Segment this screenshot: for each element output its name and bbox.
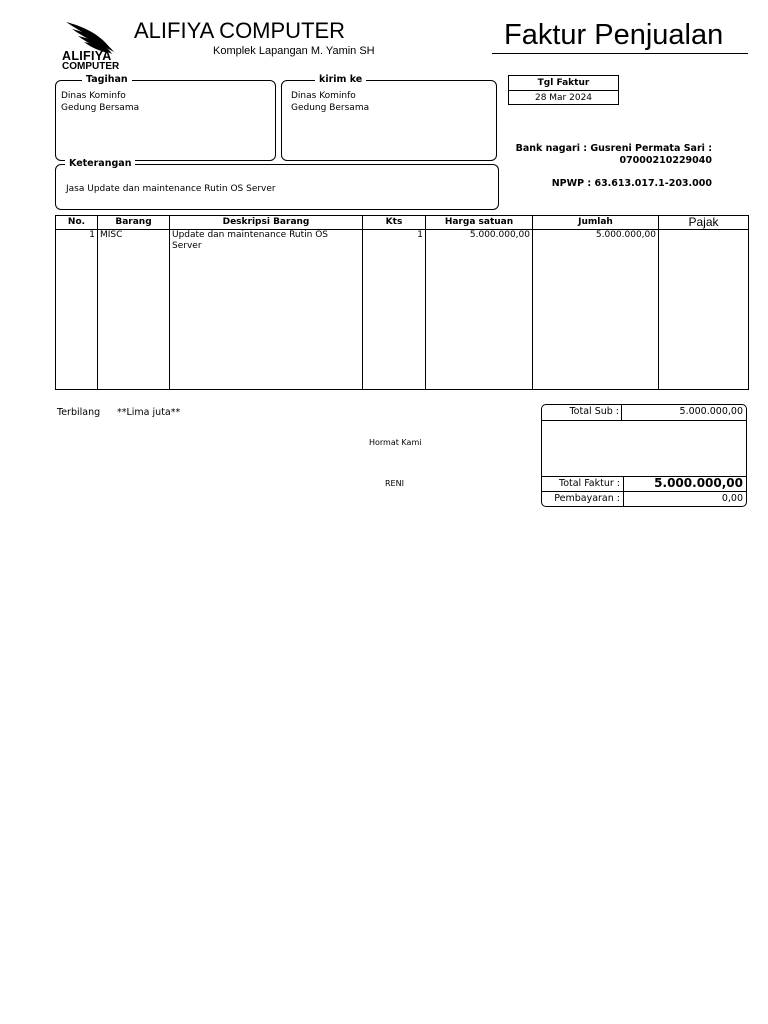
cell-item: MISC <box>98 230 170 254</box>
cell-description: Update dan maintenance Rutin OS Server <box>170 230 363 254</box>
payment-row <box>542 492 746 506</box>
subtotal-row <box>542 405 746 421</box>
billing-line2: Gedung Bersama <box>61 103 140 113</box>
subtotal-label: Total Sub : <box>569 406 619 417</box>
col-header-description: Deskripsi Barang <box>170 216 363 230</box>
shipping-label: kirim ke <box>315 74 366 86</box>
col-header-unit-price: Harga satuan <box>426 216 533 230</box>
total-invoice-value: 5.000.000,00 <box>654 476 743 490</box>
table-header-row <box>56 216 749 230</box>
payment-label: Pembayaran : <box>554 493 620 504</box>
bank-info <box>470 143 712 167</box>
signature-name: RENI <box>385 479 404 488</box>
shipping-line1: Dinas Kominfo <box>291 91 356 101</box>
terbilang-value: **Lima juta** <box>117 407 181 418</box>
logo-text-line1: ALIFIYA <box>62 49 112 63</box>
company-name: ALIFIYA COMPUTER <box>134 18 346 43</box>
totals-blank-area <box>542 421 746 477</box>
cell-no: 1 <box>56 230 98 254</box>
billing-box <box>55 74 276 161</box>
signature-greeting: Hormat Kami <box>369 438 422 447</box>
bank-line1: Bank nagari : Gusreni Permata Sari : <box>515 143 712 154</box>
invoice-date-label: Tgl Faktur <box>509 76 618 91</box>
table-row <box>56 230 749 254</box>
billing-line1: Dinas Kominfo <box>61 91 126 101</box>
cell-unit-price: 5.000.000,00 <box>426 230 533 254</box>
col-header-tax: Pajak <box>659 216 749 230</box>
terbilang-label: Terbilang <box>57 407 101 418</box>
col-header-qty: Kts <box>363 216 426 230</box>
shipping-box <box>281 74 497 161</box>
remarks-box <box>55 158 499 210</box>
cell-qty: 1 <box>363 230 426 254</box>
logo-text-line2: COMPUTER <box>62 61 120 72</box>
col-header-item: Barang <box>98 216 170 230</box>
bank-account: 07000210229040 <box>619 155 712 166</box>
table-filler-row <box>56 254 749 390</box>
title-underline <box>492 53 748 54</box>
invoice-date-box <box>508 75 619 105</box>
items-table <box>55 215 749 390</box>
subtotal-value: 5.000.000,00 <box>679 406 743 417</box>
payment-value: 0,00 <box>721 493 743 504</box>
remarks-label: Keterangan <box>65 158 135 170</box>
total-invoice-row <box>542 477 746 492</box>
col-header-no: No. <box>56 216 98 230</box>
invoice-date-value: 28 Mar 2024 <box>534 93 593 103</box>
npwp: NPWP : 63.613.017.1-203.000 <box>551 178 712 189</box>
totals-box <box>541 404 747 507</box>
col-header-amount: Jumlah <box>533 216 659 230</box>
document-title: Faktur Penjualan <box>504 19 724 51</box>
total-invoice-label: Total Faktur : <box>559 478 620 489</box>
shipping-line2: Gedung Bersama <box>291 103 370 113</box>
company-address: Komplek Lapangan M. Yamin SH <box>213 45 375 57</box>
remarks-text: Jasa Update dan maintenance Rutin OS Server <box>66 184 276 194</box>
billing-label: Tagihan <box>82 74 132 86</box>
cell-tax <box>659 230 749 254</box>
cell-amount: 5.000.000,00 <box>533 230 659 254</box>
